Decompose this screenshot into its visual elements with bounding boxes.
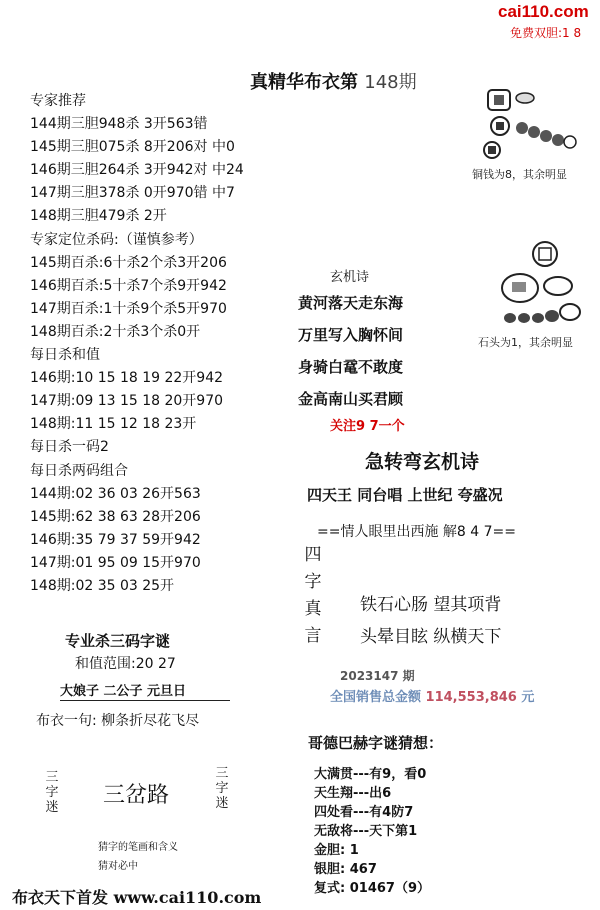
divider bbox=[60, 700, 230, 701]
sales-label: 全国销售总金额 bbox=[330, 690, 422, 705]
list-item: 147期:01 95 09 15开970 bbox=[30, 554, 201, 571]
lover-line: ==情人眼里出西施 解8 4 7== bbox=[317, 524, 516, 540]
list-item: 148期:02 35 03 25开 bbox=[30, 577, 175, 594]
list-item: 146期三胆264杀 3开942对 中24 bbox=[30, 162, 244, 179]
title-text: 真精华布衣第 bbox=[250, 72, 358, 93]
list-item: 148期百杀:2十杀3个杀0开 bbox=[30, 323, 201, 340]
goldbach-line: 天生翔---出6 bbox=[314, 786, 392, 801]
coin-caption-2: 石头为1，其余明显 bbox=[478, 336, 573, 349]
free-double-text: 免费双胆:1 8 bbox=[510, 26, 582, 40]
expert-heading: 专家推荐 bbox=[30, 93, 86, 109]
riddle-title: 专业杀三码字谜 bbox=[65, 632, 171, 650]
stones-illustration bbox=[490, 240, 600, 330]
sales-line bbox=[330, 686, 534, 705]
list-item: 145期百杀:6十杀2个杀3开206 bbox=[30, 254, 227, 271]
goldbach-line: 金胆: 1 bbox=[314, 843, 359, 858]
riddle-hint: 猜对必中 bbox=[98, 861, 138, 872]
riddle-right-label: 三字迷 bbox=[215, 766, 229, 811]
goldbach-line: 四处看---有4防7 bbox=[314, 805, 414, 820]
poem-line: 身骑白鼋不敢度 bbox=[298, 358, 404, 376]
footer-banner[interactable]: 布衣天下首发 www.cai110.com bbox=[12, 888, 262, 907]
lottery-issue: 2023147 期 bbox=[340, 669, 415, 683]
list-item: 144期:02 36 03 26开563 bbox=[30, 485, 201, 502]
two-heading: 每日杀两码组合 bbox=[30, 462, 128, 479]
focus-text: 关注9 7一个 bbox=[330, 419, 405, 434]
sum-range: 和值范围:20 27 bbox=[75, 656, 176, 672]
riddle-hint: 猜字的笔画和含义 bbox=[98, 842, 178, 853]
coins-illustration bbox=[470, 84, 590, 164]
poem-line: 黄河落天走东海 bbox=[298, 294, 404, 312]
expert-list bbox=[30, 90, 300, 598]
list-item: 148期:11 15 12 18 23开 bbox=[30, 416, 197, 433]
list-item: 147期百杀:1十杀9个杀5开970 bbox=[30, 300, 227, 317]
poem-title: 玄机诗 bbox=[330, 270, 370, 285]
list-item: 146期:35 79 37 59开942 bbox=[30, 531, 201, 548]
goldbach-title: 哥德巴赫字谜猜想： bbox=[308, 734, 444, 752]
goldbach-line: 银胆: 467 bbox=[314, 862, 377, 877]
list-item: 146期百杀:5十杀7个杀9开942 bbox=[30, 277, 227, 294]
list-item: 145期:62 38 63 28开206 bbox=[30, 508, 201, 525]
mantra-line: 铁石心肠 望其项背 bbox=[360, 595, 502, 615]
goldbach-line: 大满贯---有9，看0 bbox=[314, 767, 427, 782]
brainteaser-line: 四天王 同台唱 上世纪 夸盛况 bbox=[307, 486, 503, 504]
poem-line: 万里写入胸怀间 bbox=[298, 326, 404, 344]
sum-heading: 每日杀和值 bbox=[30, 347, 100, 364]
list-item: 147期三胆378杀 0开970错 中7 bbox=[30, 185, 235, 202]
poem-line: 金高南山买君顾 bbox=[298, 390, 404, 408]
brainteaser-title: 急转弯玄机诗 bbox=[365, 451, 480, 473]
family-line: 大娘子 二公子 元旦日 bbox=[60, 684, 187, 699]
one-sentence: 布衣一句: 柳条折尽花飞尽 bbox=[36, 713, 200, 729]
sales-amount: 114,553,846 bbox=[425, 690, 517, 705]
kill-heading: 专家定位杀码:（谨慎参考） bbox=[30, 231, 203, 248]
mantra-line: 头晕目眩 纵横天下 bbox=[360, 627, 502, 647]
list-item: 145期三胆075杀 8开206对 中0 bbox=[30, 139, 235, 156]
coin-caption-1: 铜钱为8，其余明显 bbox=[472, 168, 567, 181]
goldbach-line: 复式: 01467（9） bbox=[314, 881, 430, 896]
goldbach-line: 无敌将---天下第1 bbox=[314, 824, 418, 839]
sales-unit: 元 bbox=[521, 690, 535, 705]
mantra-vertical-label: 四字真言 bbox=[304, 545, 322, 646]
one-code-line: 每日杀一码2 bbox=[30, 439, 109, 456]
list-item: 146期:10 15 18 19 22开942 bbox=[30, 370, 224, 387]
list-item: 144期三胆948杀 3开563错 bbox=[30, 116, 208, 133]
site-logo[interactable]: cai110.com bbox=[498, 2, 589, 21]
list-item: 147期:09 13 15 18 20开970 bbox=[30, 393, 224, 410]
riddle-left-label: 三字迷 bbox=[45, 770, 59, 815]
riddle-answer: 三岔路 bbox=[103, 783, 170, 808]
title-issue: 148期 bbox=[364, 72, 417, 93]
list-item: 148期三胆479杀 2开 bbox=[30, 208, 167, 225]
